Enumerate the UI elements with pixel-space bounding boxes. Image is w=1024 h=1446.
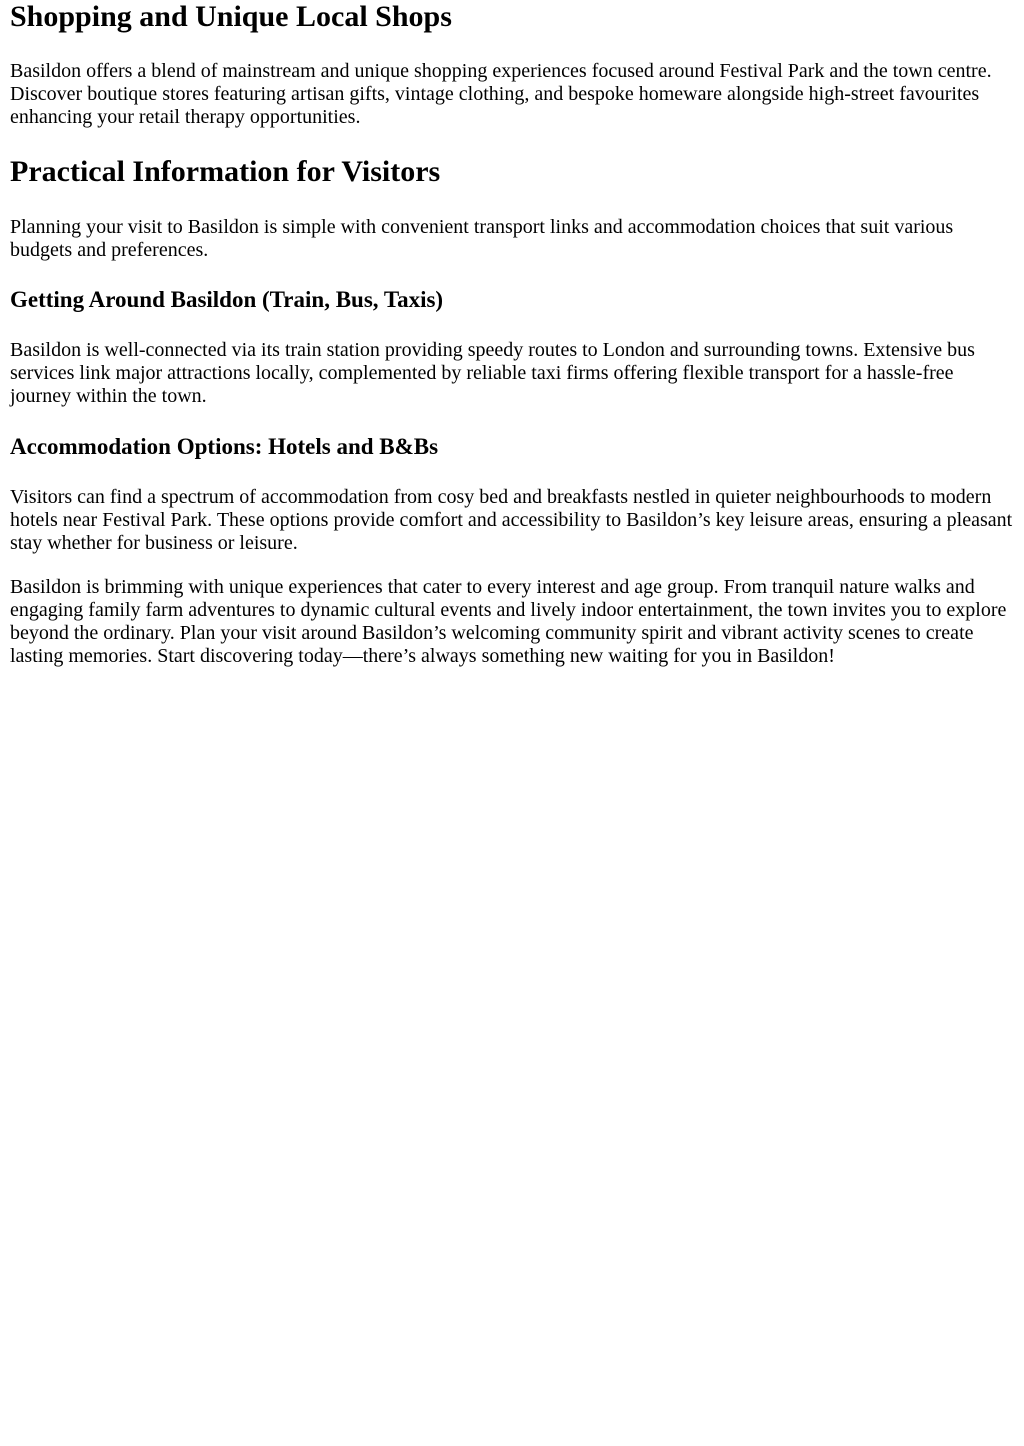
section-body-shopping: Basildon offers a blend of mainstream and unique shopping experiences focused around Festival Park and the town centre. Discover boutique stores featuring artisan gifts, vintage clothing, and bespoke homeware alongside high-street favourites enhancing your retail therapy opportunities.: [10, 60, 992, 128]
subsection-heading-getting-around: Getting Around Basildon (Train, Bus, Taxis): [10, 287, 444, 312]
subsection-body-accommodation: Visitors can find a spectrum of accommodation from cosy bed and breakfasts nestled in quieter neighbourhoods to modern hotels near Festival Park. These options provide comfort and accessibility to Basildon’s key leisure areas, ensuring a pleasant stay whether for business or leisure.: [10, 486, 1013, 554]
subsection-heading-accommodation: Accommodation Options: Hotels and B&Bs: [10, 434, 439, 459]
section-body-practical-information: Planning your visit to Basildon is simple with convenient transport links and accommodation choices that suit various budgets and preferences.: [10, 216, 954, 261]
section-heading-practical-information: Practical Information for Visitors: [10, 155, 441, 188]
section-heading-shopping: Shopping and Unique Local Shops: [10, 0, 452, 33]
subsection-body-getting-around: Basildon is well-connected via its train station providing speedy routes to London and surrounding towns. Extensive bus services link major attractions locally, complemented by reliable taxi firms offering flexible transport for a hassle-free journey within the town.: [10, 339, 975, 407]
closing-paragraph: Basildon is brimming with unique experiences that cater to every interest and age group. From tranquil nature walks and engaging family farm adventures to dynamic cultural events and lively indoor entertainment, the town invites you to explore beyond the ordinary. Plan your visit around Basildon’s welcoming community spirit and vibrant activity scenes to create lasting memories. Start discovering today—there’s always something new waiting for you in Basildon!: [10, 576, 1007, 667]
